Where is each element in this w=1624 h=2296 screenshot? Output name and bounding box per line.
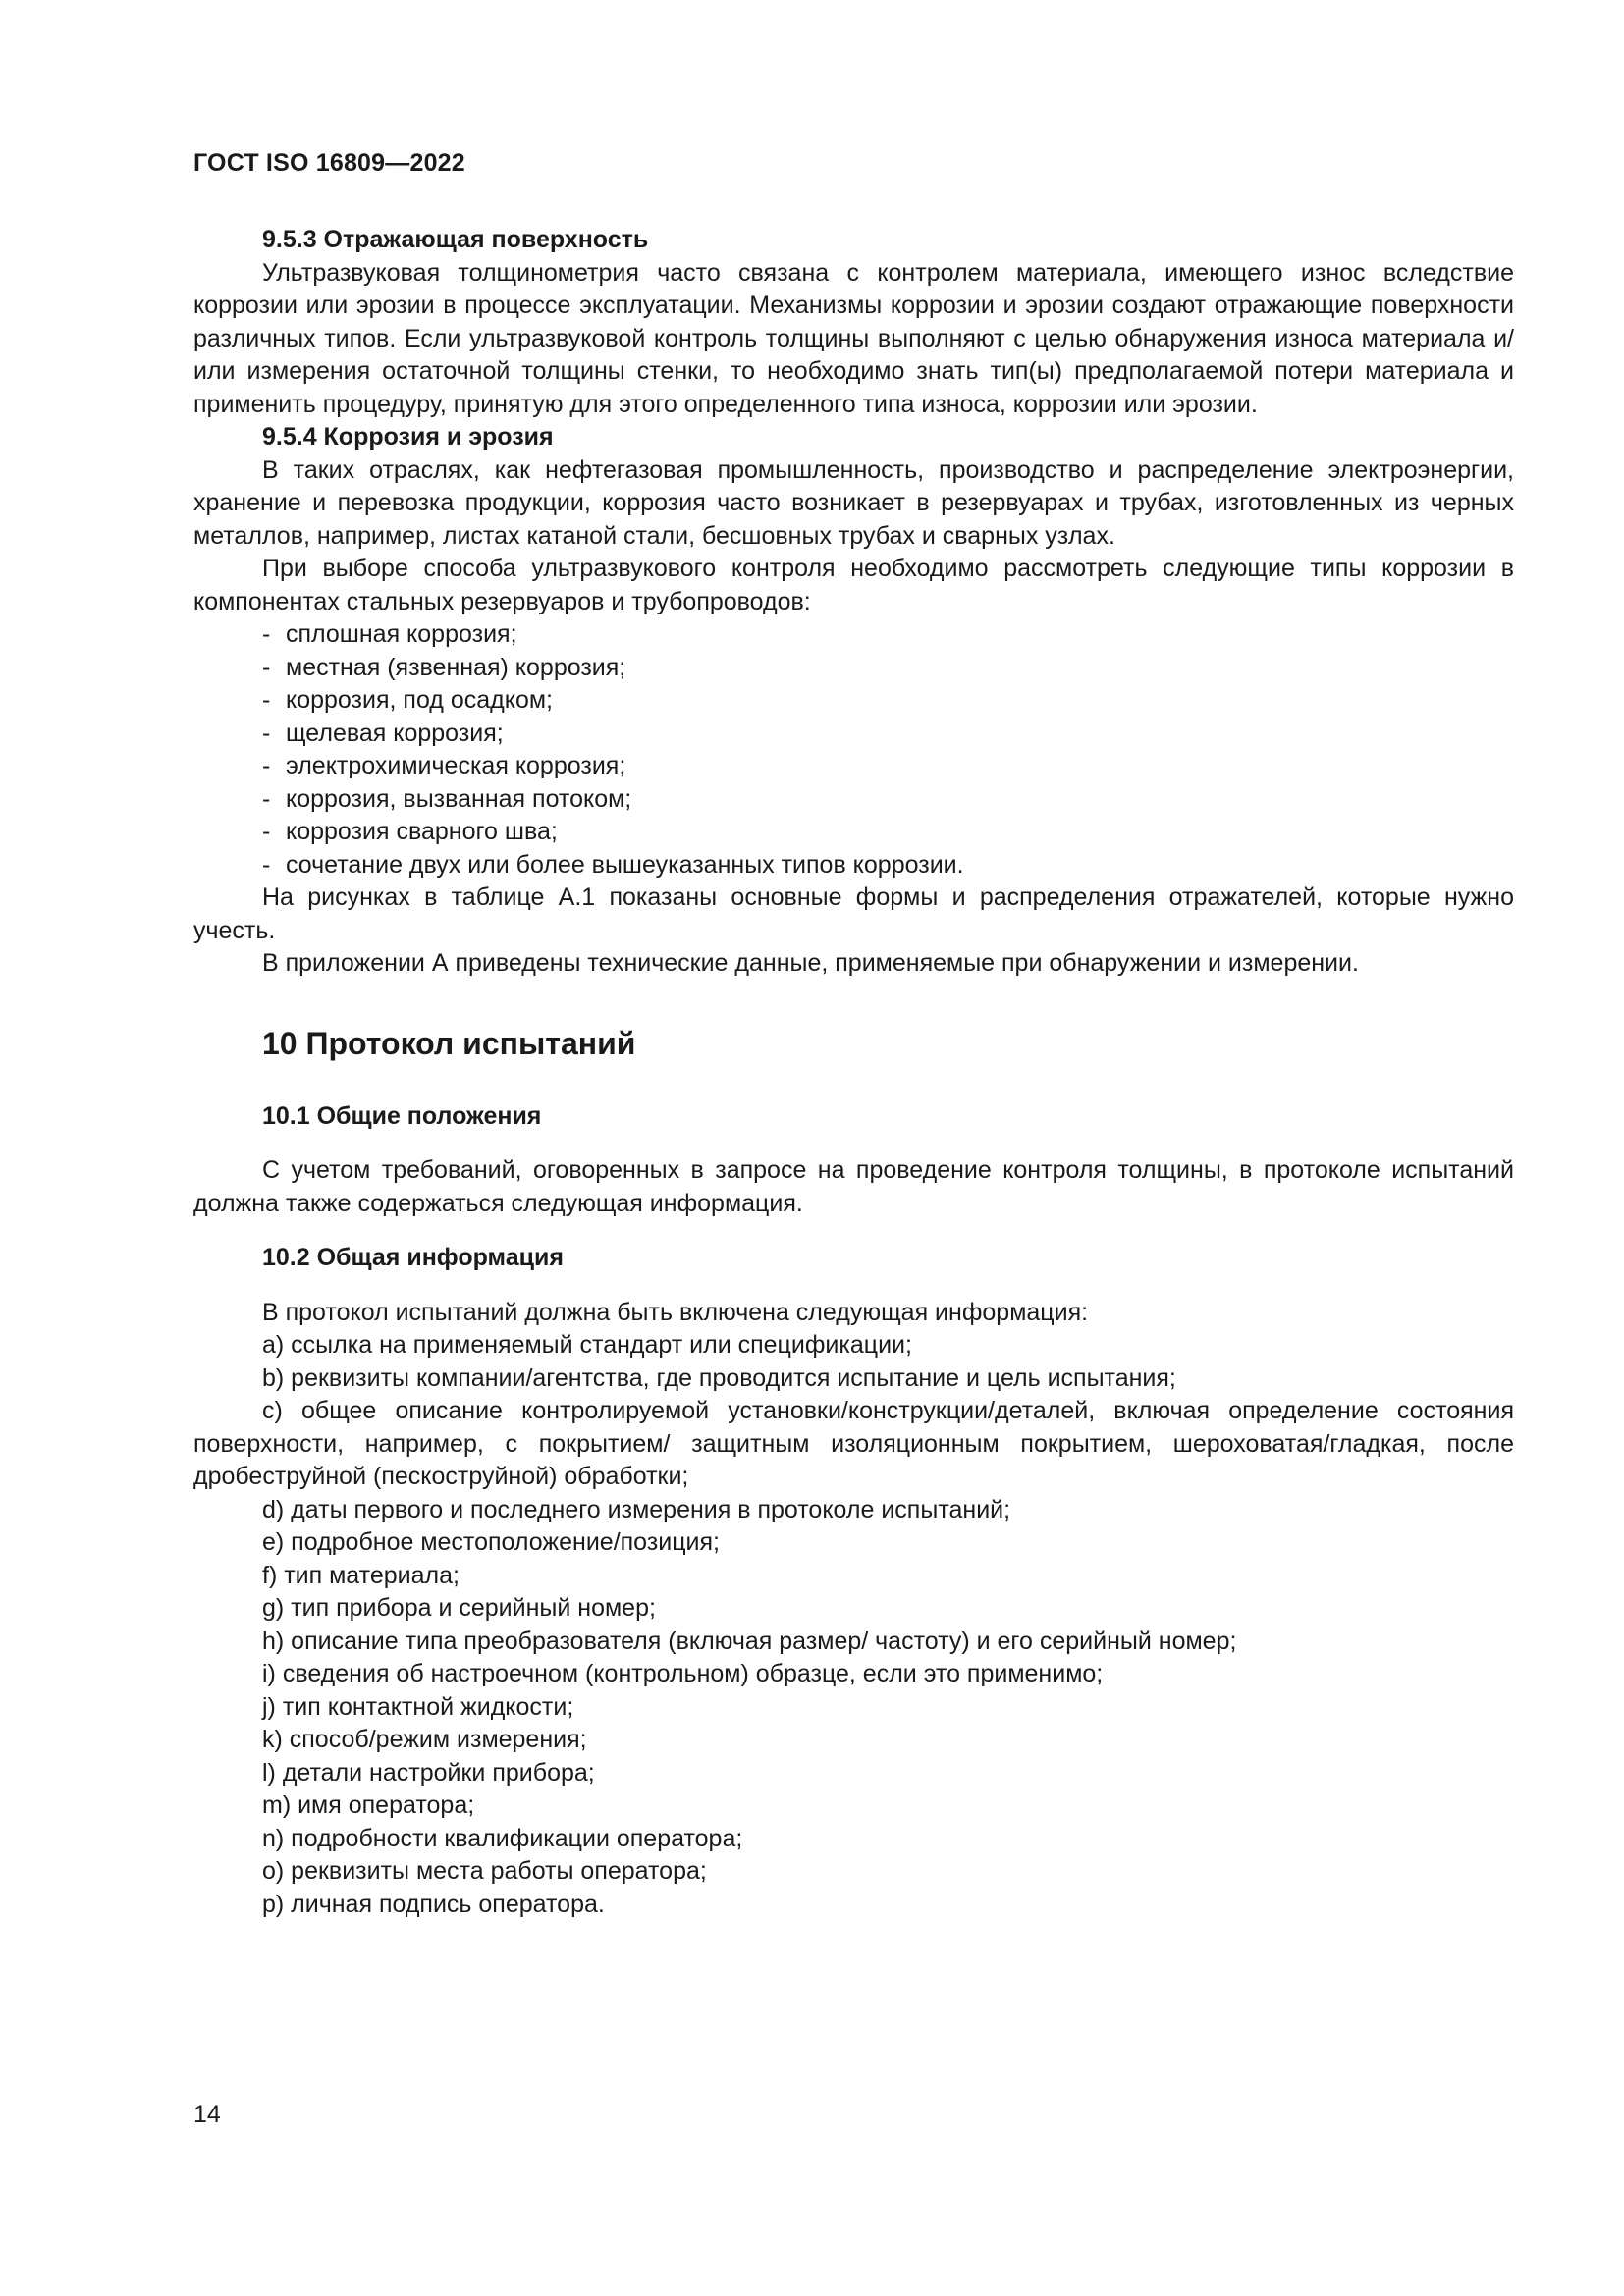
list-item: h) описание типа преобразователя (включая размер/ частоту) и его серийный номер; xyxy=(262,1627,1237,1655)
paragraph-9-5-4-3: На рисунках в таблице А.1 показаны основные формы и распределения отражателей, которые нужно учесть. xyxy=(193,883,1514,944)
list-item: k) способ/режим измерения; xyxy=(262,1726,587,1753)
list-item: g) тип прибора и серийный номер; xyxy=(262,1594,656,1622)
paragraph-9-5-4-1: В таких отраслях, как нефтегазовая промышленность, производство и распределение электроэнергии, хранение и перевозка продукции, коррозия часто возникает в резервуарах и трубах, изготовленных из черных металлов, например, листах катаной стали, бесшовных трубах и сварных узлах. xyxy=(193,455,1514,550)
list-item: n) подробности квалификации оператора; xyxy=(262,1824,743,1852)
list-item: m) имя оператора; xyxy=(262,1791,475,1819)
paragraph-9-5-3: Ультразвуковая толщинометрия часто связана с контролем материала, имеющего износ вследствие коррозии или эрозии в процессе эксплуатации. Механизмы коррозии и эрозии создают отражающие поверхности различных типов. Если ультразвуковой контроль толщины выполняют с целью обнаружения износа материала и/или измерения остаточной толщины стенки, то необходимо знать тип(ы) предполагаемой потери материала и применить процедуру, принятую для этого определенного типа износа, коррозии или эрозии. xyxy=(193,258,1514,418)
heading-10-2: 10.2 Общая информация xyxy=(262,1244,564,1271)
heading-section-10: 10 Протокол испытаний xyxy=(262,1025,636,1061)
heading-9-5-4: 9.5.4 Коррозия и эрозия xyxy=(262,423,554,451)
list-item: c) общее описание контролируемой установки/конструкции/деталей, включая определение состояния поверхности, например, с покрытием/ защитным изоляционным покрытием, шероховатая/гладкая, после дробеструйной (пескоструйной) обработки; xyxy=(193,1397,1514,1490)
paragraph-9-5-4-4: В приложении А приведены технические данные, применяемые при обнаружении и измерении. xyxy=(262,949,1359,977)
list-item: b) реквизиты компании/агентства, где проводится испытание и цель испытания; xyxy=(262,1363,1176,1392)
list-item: o) реквизиты места работы оператора; xyxy=(262,1857,707,1885)
report-info-list xyxy=(193,1329,1514,1921)
corrosion-types-list xyxy=(193,618,1514,881)
heading-10-1: 10.1 Общие положения xyxy=(262,1101,542,1130)
list-item: l) детали настройки прибора; xyxy=(262,1758,595,1787)
list-item: - щелевая коррозия; xyxy=(262,719,504,747)
list-item: - сплошная коррозия; xyxy=(262,620,517,648)
list-item: - коррозия сварного шва; xyxy=(262,818,558,845)
page-number: 14 xyxy=(193,2101,221,2128)
page-content xyxy=(193,224,1514,1921)
list-item: i) сведения об настроечном (контрольном) образце, если это применимо; xyxy=(262,1660,1104,1687)
list-item: - местная (язвенная) коррозия; xyxy=(262,653,626,681)
list-item: p) личная подпись оператора. xyxy=(262,1890,605,1918)
list-item: d) даты первого и последнего измерения в протоколе испытаний; xyxy=(262,1495,1011,1523)
list-item: - электрохимическая коррозия; xyxy=(262,752,626,779)
list-item: - коррозия, вызванная потоком; xyxy=(262,784,632,813)
heading-9-5-3: 9.5.3 Отражающая поверхность xyxy=(262,226,649,253)
paragraph-10-2-intro: В протокол испытаний должна быть включена следующая информация: xyxy=(262,1298,1089,1326)
list-item: e) подробное местоположение/позиция; xyxy=(262,1528,720,1556)
paragraph-9-5-4-2: При выборе способа ультразвукового контроля необходимо рассмотреть следующие типы коррозии в компонентах стальных резервуаров и трубопроводов: xyxy=(193,555,1514,615)
list-item: - коррозия, под осадком; xyxy=(262,686,553,714)
paragraph-10-1: С учетом требований, оговоренных в запросе на проведение контроля толщины, в протоколе испытаний должна также содержаться следующая информация. xyxy=(193,1156,1514,1217)
list-item: j) тип контактной жидкости; xyxy=(262,1692,574,1721)
list-item: f) тип материала; xyxy=(262,1561,460,1589)
list-item: a) ссылка на применяемый стандарт или спецификации; xyxy=(262,1331,912,1359)
document-code-header: ГОСТ ISO 16809—2022 xyxy=(193,149,465,177)
list-item: - сочетание двух или более вышеуказанных типов коррозии. xyxy=(262,850,964,879)
